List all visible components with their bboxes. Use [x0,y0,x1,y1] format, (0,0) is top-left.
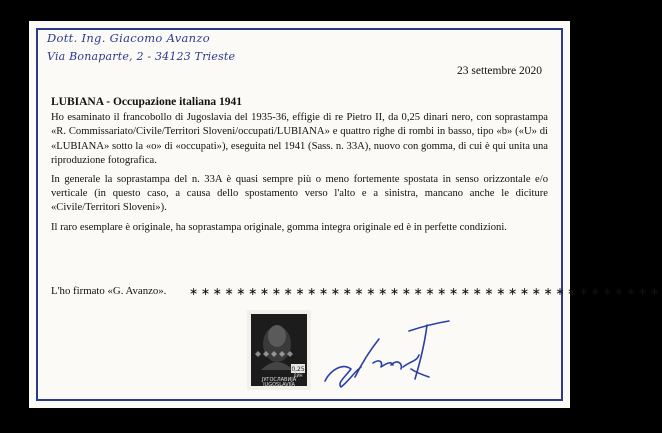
stamp-country-cyrillic: ЈУГОСЛАВИЈА [261,377,297,383]
stamp-photo [247,310,311,390]
stamp-country-latin: JUGOSLAVIJA [263,382,295,388]
paragraph-conclusion: Il raro esemplare è originale, ha soprastampa originale, gomma integra originale ed è in perfette condizioni. [51,221,507,233]
paragraph-overprint-note: In generale la soprastampa del n. 33A è quasi sempre più o meno fortemente spostata in senso orizzontale e/o verticale (in questo caso, a causa dello spostamento verso l'alto e a sinistra, mancano anche le diciture «Civile/Territori Sloveni»). [51,174,548,214]
expert-address: Via Bonaparte, 2 - 34123 Trieste [47,50,236,63]
stamp-currency: ДИН [293,373,303,378]
signed-statement: L'ho firmato «G. Avanzo». [51,285,167,297]
expert-name: Dott. Ing. Giacomo Avanzo [47,31,210,45]
stamp-value: 0,25 [291,366,305,373]
certificate-date: 23 settembre 2020 [457,65,542,77]
certificate [29,21,662,408]
dotted-separator: ∗∗∗∗∗∗∗∗∗∗∗∗∗∗∗∗∗∗∗∗∗∗∗∗∗∗∗∗∗∗∗∗∗∗∗∗∗∗∗∗ [189,286,662,298]
paragraph-description: Ho esaminato il francobollo di Jugoslavia del 1935-36, effigie di re Pietro II, da 0,25 dinari nero, con soprastampa «R. Commissariato/Civile/Territori Sloveni/occupati/LUBIANA» e quattro righe di rombi in basso, tipo «b» («U» di «LUBIANA» sotto la «o» di «occupati»), eseguita nel 1941 (Sass. n. 33A), nuovo con gomma, di cui è qui unita una riproduzione fotografica. [51,112,548,166]
certificate-body [51,95,548,240]
certificate-title: LUBIANA - Occupazione italiana 1941 [51,96,243,108]
handwritten-signature [321,311,451,391]
